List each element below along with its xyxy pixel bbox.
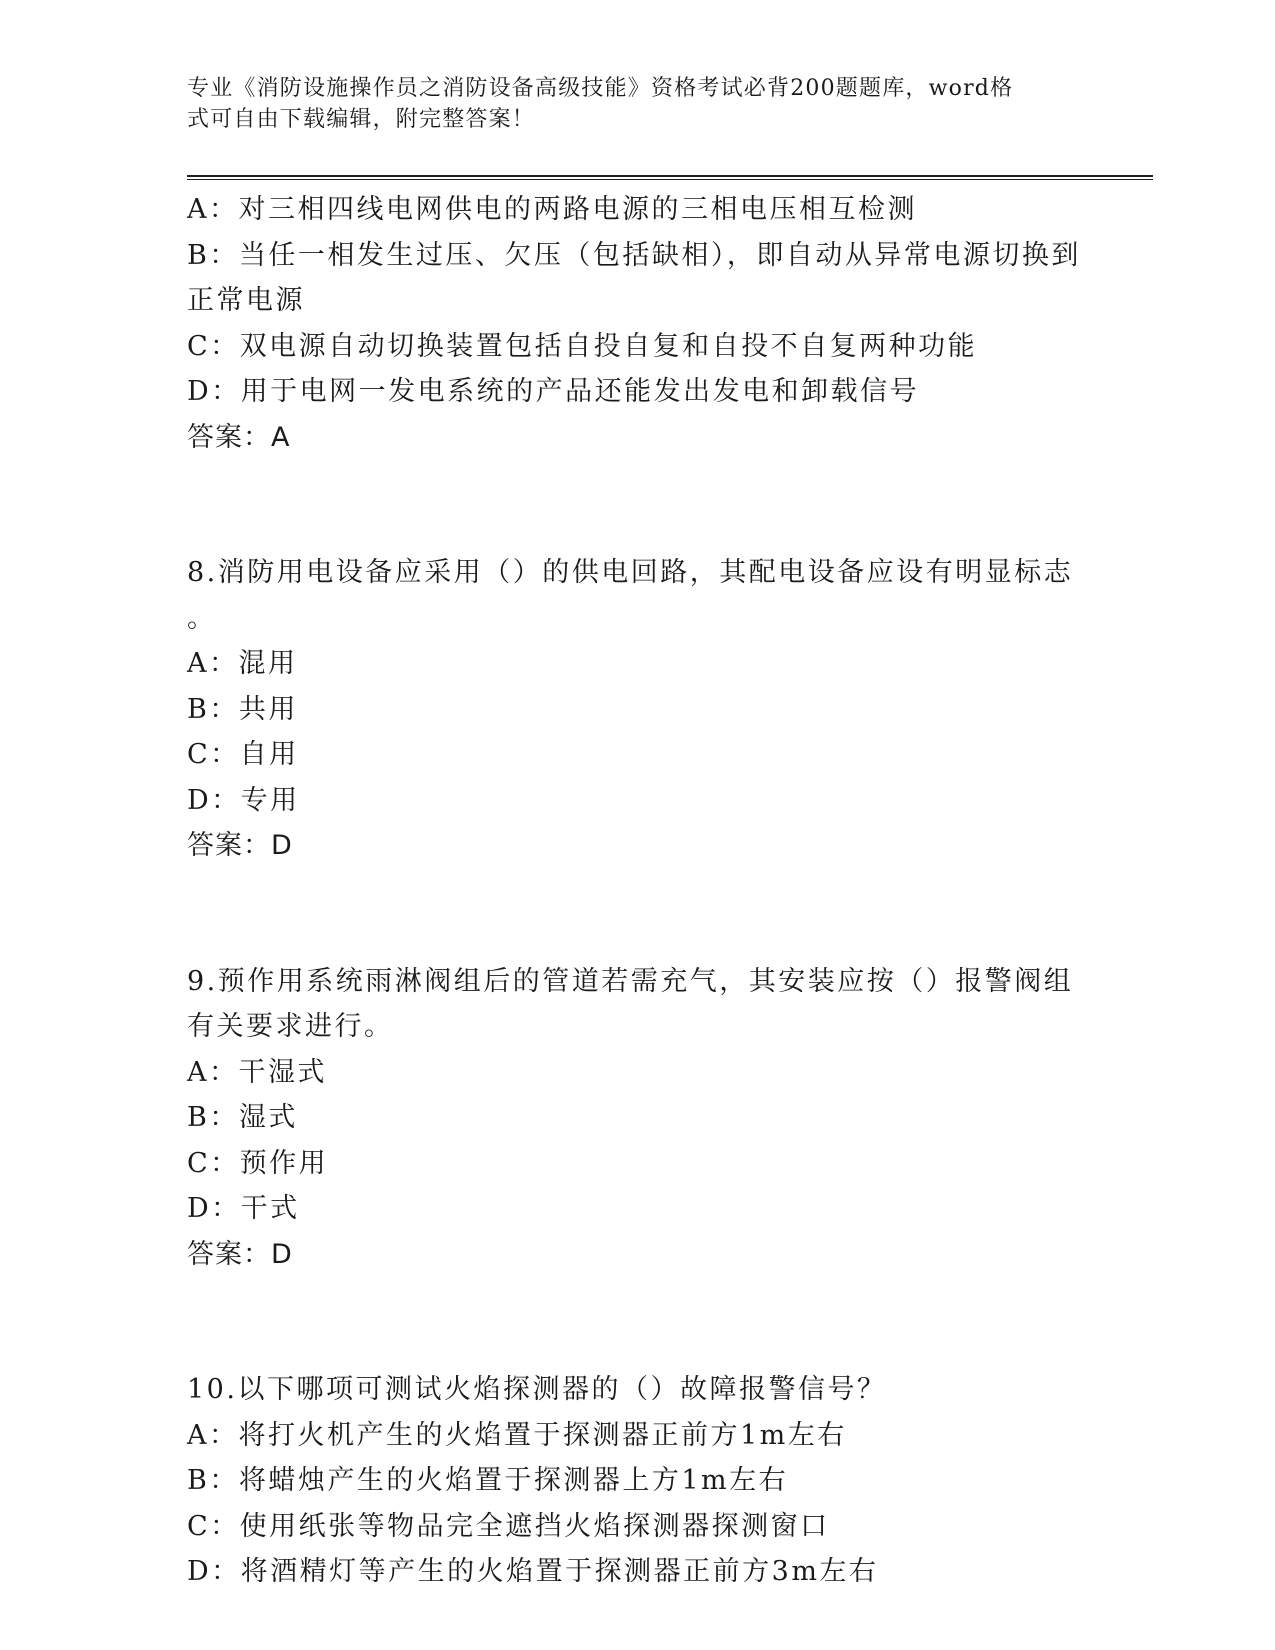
question-10 — [187, 1367, 1087, 1595]
question-stem-continued: 有关要求进行。 — [187, 1011, 394, 1042]
option-text: 干式 — [240, 1193, 300, 1224]
option-text: 湿式 — [238, 1102, 298, 1133]
option-letter: C： — [187, 330, 240, 362]
option-c — [187, 1504, 1087, 1550]
option-b — [187, 687, 1087, 733]
option-c — [187, 732, 1087, 778]
option-a — [187, 187, 1087, 233]
option-letter: D： — [187, 376, 241, 407]
option-letter: A： — [187, 1056, 239, 1088]
option-c — [187, 324, 1087, 370]
answer-line: 答案：A — [187, 421, 291, 453]
spacer — [187, 869, 1087, 959]
option-letter: C： — [187, 1147, 240, 1179]
option-b — [187, 1458, 1087, 1504]
option-text: 双电源自动切换装置包括自投自复和自投不自复两种功能 — [239, 330, 978, 362]
header-line-1: 专业《消防设施操作员之消防设备高级技能》资格考试必背200题题库，word格 — [187, 76, 1014, 101]
option-text: 混用 — [238, 648, 298, 679]
option-a — [187, 1050, 1087, 1096]
option-d — [187, 369, 1087, 415]
option-letter: B： — [187, 1102, 239, 1133]
option-letter: D： — [187, 1556, 241, 1587]
option-text: 正常电源 — [187, 285, 305, 316]
question-stem: 10.以下哪项可测试火焰探测器的（）故障报警信号？ — [187, 1374, 887, 1405]
question-8 — [187, 550, 1087, 869]
option-text: 干湿式 — [238, 1056, 327, 1088]
option-a — [187, 641, 1087, 687]
question-7-continued — [187, 187, 1087, 460]
option-c — [187, 1141, 1087, 1187]
option-d — [187, 1186, 1087, 1232]
option-letter: D： — [187, 784, 241, 816]
option-d — [187, 1549, 1087, 1595]
answer-line: 答案：D — [187, 1238, 293, 1270]
document-header — [187, 73, 1067, 135]
option-text: 预作用 — [239, 1147, 329, 1179]
option-text: 将打火机产生的火焰置于探测器正前方1m左右 — [238, 1419, 847, 1451]
option-letter: A： — [187, 1419, 239, 1451]
option-letter: D： — [187, 1193, 241, 1224]
header-divider — [187, 175, 1153, 180]
answer-line: 答案：D — [187, 830, 293, 861]
option-text: 将蜡烛产生的火焰置于探测器上方1m左右 — [238, 1465, 789, 1496]
question-stem: 9.预作用系统雨淋阀组后的管道若需充气，其安装应按（）报警阀组 — [187, 965, 1074, 997]
question-stem: 8.消防用电设备应采用（）的供电回路，其配电设备应设有明显标志 — [187, 557, 1074, 588]
option-a — [187, 1413, 1087, 1459]
question-9 — [187, 959, 1087, 1278]
option-letter: C： — [187, 739, 240, 770]
option-letter: A： — [187, 648, 239, 679]
spacer — [187, 460, 1087, 550]
option-text: 用于电网一发电系统的产品还能发出发电和卸载信号 — [240, 376, 920, 407]
option-letter: C： — [187, 1510, 240, 1542]
option-b — [187, 1095, 1087, 1141]
option-text: 共用 — [238, 693, 298, 725]
option-text: 自用 — [239, 739, 299, 770]
option-letter: B： — [187, 1465, 239, 1496]
option-letter: B： — [187, 239, 239, 271]
question-stem-continued: 。 — [187, 602, 217, 634]
option-b — [187, 233, 1087, 279]
option-b-continued — [187, 278, 1087, 324]
spacer — [187, 1277, 1087, 1367]
option-letter: A： — [187, 194, 239, 225]
document-body — [187, 187, 1087, 1595]
option-text: 专用 — [240, 784, 300, 816]
option-letter: B： — [187, 693, 239, 725]
header-line-2: 式可自由下载编辑，附完整答案！ — [187, 107, 536, 132]
option-text: 将酒精灯等产生的火焰置于探测器正前方3m左右 — [240, 1556, 879, 1587]
option-text: 当任一相发生过压、欠压（包括缺相），即自动从异常电源切换到 — [238, 239, 1081, 271]
option-text: 使用纸张等物品完全遮挡火焰探测器探测窗口 — [239, 1510, 830, 1542]
option-text: 对三相四线电网供电的两路电源的三相电压相互检测 — [238, 194, 917, 225]
option-d — [187, 778, 1087, 824]
